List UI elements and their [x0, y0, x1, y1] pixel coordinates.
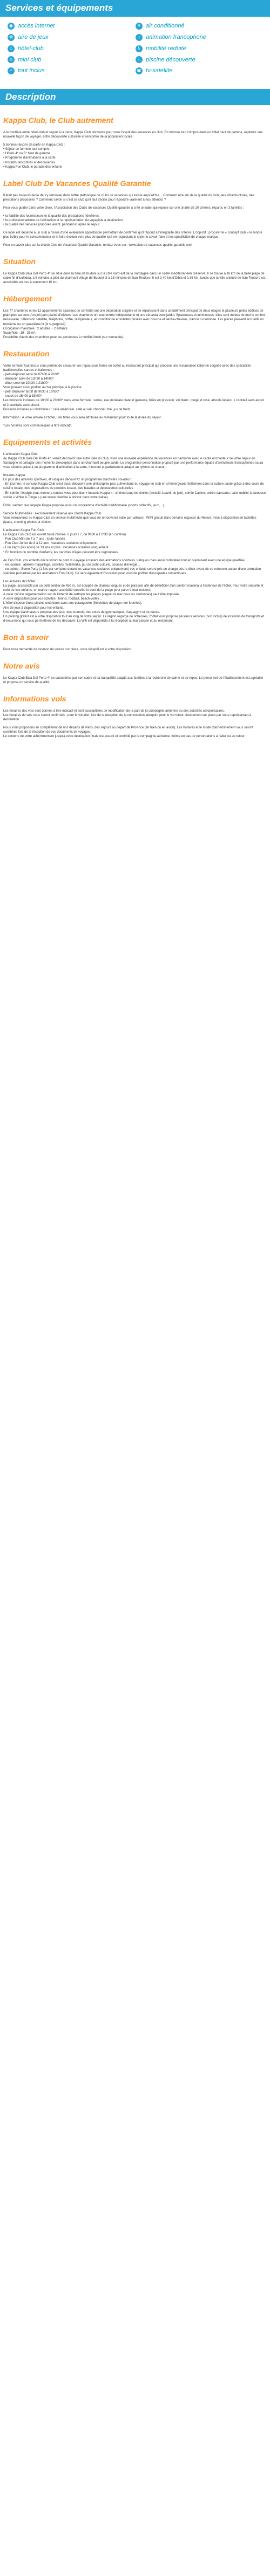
section-paragraph: Les horaires des vols sont donnés à titre indicatif et sont susceptibles de modification de la part de la compagnie aérienne ou des autorités aéroportuaires. Les horaires de vols vous seront confirmés : pour le vol aller, lors de la réception de la convocation aéroport, pour le vol retour directement sur place par notre représentant à destination. [3, 709, 252, 721]
section-paragraph: Les activités de l'hôtel La plage, accessible par un petit sentier de 450 m, est équipée de chaises longues et de parasols afin de bénéficier d'un confort maximal à l'extérieur de l'hôtel. Pour votre sécurité et celle de vos enfants, un maître-nageur accrédité surveille le bord de la plage pour parer à tout incident. A noter qu'une réglementation sur de l'interdit de nettoyer les plages (vague-mi mer pour les cantonnés) peut être imposée. A votre disposition pour vos activités : tennis, football, beach-volley... L'hôtel dispose d'une piscine extérieure avec une pataugeoire (Serviettes de plage non fournies). Aire de jeux à disposition pour les enfants. Une équipe d'animateurs propose des jeux, des tournois, des cours de gymnastique, d'aquagym et de danse. Un parking gratuit est à votre disposition tout au long de votre séjour. La région regorge de richesses, l'hôtel vous propose plusieurs services (non inclus) de locations de transports et d'excursions qui vous permettront de les découvrir. La Wifi est disponible à la réception au bar piscine et au restaurant. [3, 580, 264, 623]
service-item [136, 45, 264, 53]
section-paragraph: Service Multimédias : exclusivement réservé aux clients Kappa Club Vous retrouverez au Kappa Club un service multimédia que vous ne retrouverez nulle part ailleurs : WIFI gratuit dans certains espaces du Resort, mise à disposition de tablettes (ipads, shooting photos et vidéos. [3, 512, 256, 524]
section-heading: Notre avis [3, 661, 40, 670]
section-heading: Restauration [3, 349, 50, 358]
playground-icon: ✿ [8, 34, 15, 41]
service-item [8, 45, 136, 53]
section-paragraph: Pour toute demande de location de voiture sur place, votre réceptif est à votre disposition. [3, 648, 132, 651]
section-paragraph: Il était peu toujours facile de s'y retrouver dans l'offre pléthorique de clubs de vacances qui existe aujourd'hui… Comment être sûr de la qualité du club, des infrastructures, des prestations proposées ? Comment savoir si c'est ce club qu'il faut choisir pour répondre vraiment à nos attentes ? [3, 194, 254, 202]
section-paragraph: Votre formule Tout Inclus vous permet de savourer vos repas sous forme de buffet au restaurant principal qui propose une restauration italienne soignée avec des spécialités traditionnelles sardes et italiennes : - petit-déjeuner servi de 07h30 à 9h30* - déjeuner servi de 12h30 à 14h00* - dîner servi de 19h30 à 21h00* Vous pouvez aussi profiter au bar principal à la piscine : - petit déjeuner tardif de 9h30 à 10h30* - snack de 16h00 à 18h00* Les boissons incluses de 10h00 à 23h00* dans votre formule : sodas, eau minérale plate et gazeuse, bière en pression, vin blanc, rouge et rosé, alcools locaux, 1 cocktail sans alcool et 2 cocktails avec alcool. Boissons incluses au distributeur : café américain, café au lait, chocolat, thé, jus de fruits. [3, 364, 264, 411]
service-label: hôtel-club [18, 45, 44, 52]
service-item [136, 56, 264, 64]
section-heading: Informations vols [3, 694, 66, 703]
section-paragraph: Pour vous guider dans votre choix, l'Association des Clubs de vacances Qualité garantie a créé un label qui repose sur une charte de 20 critères, répartis en 3 familles : [3, 206, 244, 210]
all-inclusive-icon: ✓ [8, 67, 15, 74]
heated-pool-icon: ≈ [136, 56, 143, 63]
section-paragraph: L'animation Kappa Fun Club Le Kappa Fun Club est ouvert toute l'année, 6 jours / 7, de 9h30 à 17h30 (en continu) - Fun Club Mini de 4 à 7 ans : toute l'année - Fun Club Junior de 8 à 12 ans : vacances scolaires uniquement - Fun Kap's (les ados) de 13 ans et plus : vacances scolaires uniquement * En fonction du nombre d'enfants, les tranches d'âges peuvent être regroupées. [3, 529, 126, 554]
service-item [8, 56, 136, 64]
section-paragraph: • la fiabilité des fournisseurs et la qualité des prestations hôtelières, • le professionnalisme de l'animation et la représentation du voyagiste à destination, • la qualité des services proposés avant, pendant et après le séjour. [3, 214, 124, 227]
service-label: animation francophone [146, 33, 206, 40]
service-item [136, 67, 264, 75]
hotel-club-icon: ⌂ [8, 45, 15, 52]
tv-icon: ▣ [136, 67, 143, 74]
services-header: Services et équipements [0, 0, 270, 17]
service-label: mobilité réduite [146, 45, 186, 52]
section-heading: Bon à savoir [3, 632, 49, 642]
service-item [136, 22, 264, 30]
service-label: accès internet [18, 23, 55, 29]
section-heading: Label Club De Vacances Qualité Garantie [3, 178, 151, 188]
section-heading: Kappa Club, le Club autrement [3, 116, 113, 125]
wifi-icon: ◉ [8, 23, 15, 30]
section-paragraph: A la frontière entre hôtel-club et séjour à la carte, Kappa Club réinvente pour vous l'esprit des vacances en club. En formule tout compris dans un hôtel haut de gamme, explorez une nouvelle façon de voyager, entre découverte culturelle et rencontre de la population locale. [3, 131, 263, 139]
mini-club-icon: ☺ [8, 56, 15, 63]
service-label: tout inclus [18, 67, 45, 74]
section-paragraph: Nous vous proposons en complément de nos départs de Paris, des séjours au départ de Province (en train ou en avion). Les horaires et le mode d'acheminement vous seront confirmés lors de la réception de vos documents de voyages. Le contenu de votre acheminement jusqu'à votre destination finale est assuré et contrôlé par la compagnie aérienne, même en cas de perturbations à l'aller ou au retour. [3, 726, 253, 739]
section-paragraph: *Les horaires sont communiqués à titre indicatif. [3, 424, 72, 428]
service-label: mini club [18, 56, 42, 63]
entertainment-icon: ♪ [136, 34, 143, 41]
services-list [0, 17, 270, 80]
section-paragraph: Le Kappa Club Bala Del Porto 4* se situe dans la baie de Budoni sur la côte nord-est de la Sardaigne dans un cadre méditerranéen préservé. Il se trouve à 10 km de la belle plage de sable fin d'Isuledda, à 5 minutes à pied du charmant village de Budoni et à 15 minutes de San Teodoro. Il est à 40 km d'Olbia et à 35 km, tandis que la ville animée de San Teodoro est accessible en bus à seulement 10 km. [3, 272, 266, 285]
service-item [136, 33, 264, 42]
section-paragraph: Les 77 chambres et les 12 appartements spacieux de cet hôtel ont une décoration soignée et se répartissent dans un bâtiment principal de deux étages et plusieurs petits édifices de plain-pied au sein d'un joli parc planté d'oliviers. Les chambres ont une entrée indépendante et une véranda avec jardin. Spacieuses et lumineuses, elles sont dotées de tout le confort nécessaire : télévision satellite, téléphone, coffre, réfrigérateur, air conditionné et toilettes privées avec douche et sèche-cheveux, balcon ou terrasse. Les pièces peuvent accueillir un troisième ou un quatrième lit (lit superposé). Occupation maximale : 2 adultes + 2 enfants. Superficie : 19 - 25 m². Possibilité d'avoir des chambres pour les personnes à mobilité limité (sur demande). [3, 309, 265, 339]
description-header: Description [0, 89, 270, 105]
section-heading: Equipements et activités [3, 437, 92, 446]
section-paragraph: Enfin, sachez que l'équipe Kappa propose aussi un programme d'activité traditionnelle (sports collectifs, jeux,…). [3, 504, 165, 507]
service-label: tv-satellite [146, 67, 173, 74]
section-paragraph: Le Kappa Club Bala Del Porto 4* se caractérise par son cadre et sa tranquillité adapté aux familles à la recherche de calme et de repos. Le personnel de l'établissement est agréable et propose un service de qualité. [3, 676, 264, 684]
service-item [8, 33, 136, 42]
section-paragraph: Pour en savoir plus sur la charte Club de Vacances Qualité Garantie, rendez-vous sur : www.club-de-vacances-qualite-garantie.com [3, 244, 193, 247]
service-item [8, 22, 136, 30]
section-paragraph: Ce label est décerné à un club à l'issue d'une évaluation approfondie permettant de confirmer qu'il répond à l'intégralité des critères. L'objectif : procurer le « concept club » le rendre plus lisible pour le consommateur et le faire évoluer vers plus de qualité tout en respectant le style, le savoir-faire et les spécificités de chaque marque. [3, 231, 262, 239]
service-label: air conditionné [146, 23, 185, 29]
service-label: piscine découverte [146, 56, 195, 63]
section-heading: Hébergement [3, 294, 52, 304]
section-paragraph: 5 bonnes raisons de partir en Kappa Club : • Séjour en formule tout compris • Hôtels 4* ou 5* haut de gamme • Programme d'animations à la carte • Instants rencontres et découvertes • Kappa Fun Club, le paradis des enfants [3, 143, 65, 169]
section-heading: Situation [3, 257, 36, 266]
section-paragraph: Au Fun Club, vos enfants découvriront le goût du voyage à travers des animations sportives, ludiques mais aussi culturelles tout en s'amusant avec une équipe qualifiée. - en journée : ateliers maquillage, activités multimédia, jeu de piste culturel, courses d'énergie... - en soirée : Boom Party (1 fois par semaine durant les vacances scolaires uniquement) vos enfants seront pris en charge dès le dîner avant de se retrouver autour d'une animation spéciale (encadrée par les animateurs Fun Club). Ce sera également l'occasion pour vous de profiter d'escapades romantiques. [3, 559, 261, 575]
description-content [0, 105, 270, 739]
service-item [8, 67, 136, 75]
service-label: aire de jeux [18, 33, 49, 40]
section-paragraph: Information : A votre arrivée à l'hôtel, une table vous sera attribuée au restaurant pour toute la durée du séjour. [3, 416, 161, 419]
reduced-mobility-icon: ♿ [136, 45, 143, 52]
section-paragraph: L'animation Kappa Club Au Kappa Club Bala Del Porto 4*, venez découvrir une autre idée du club, vivre une nouvelle expérience de vacances en harmonie avec le cadre enchanteur de votre séjour en Sardaigne et partager des moments d'exception dans un charmant peuple sarde. Le programme personnalisé proposé par une performante équipe d'animateurs francophones saura vous séduire grâce à un programme d'animation à la carte, innovant et parfaitement adapté au rythme de chacun. [3, 452, 264, 470]
section-paragraph: Instants Kappa En plus des activités sportives, et ludiques découvrez un programme d'activités novateur : - En journée, le concept Kappa Club c'est aussi découvrir une philosophie plus authentique du voyage en club en s'immergeant réellement dans la culture sarde grâce à des cours de cuisine locale, des dégustations de produits locaux, des balades et découvertes culturelles - En soirée, l'équipe vous donnera rendez-vous pour des « Instants Kappa » : cinéma sous les étoiles (installé à partir de juin), soirée Casino, soirée dansante, sans oublier la fameuse soirée « White & Tonga » (une tenue blanche à prévoir dans votre valise). [3, 474, 266, 499]
spacer [0, 80, 270, 89]
air-conditioning-icon: ❄ [136, 23, 143, 30]
